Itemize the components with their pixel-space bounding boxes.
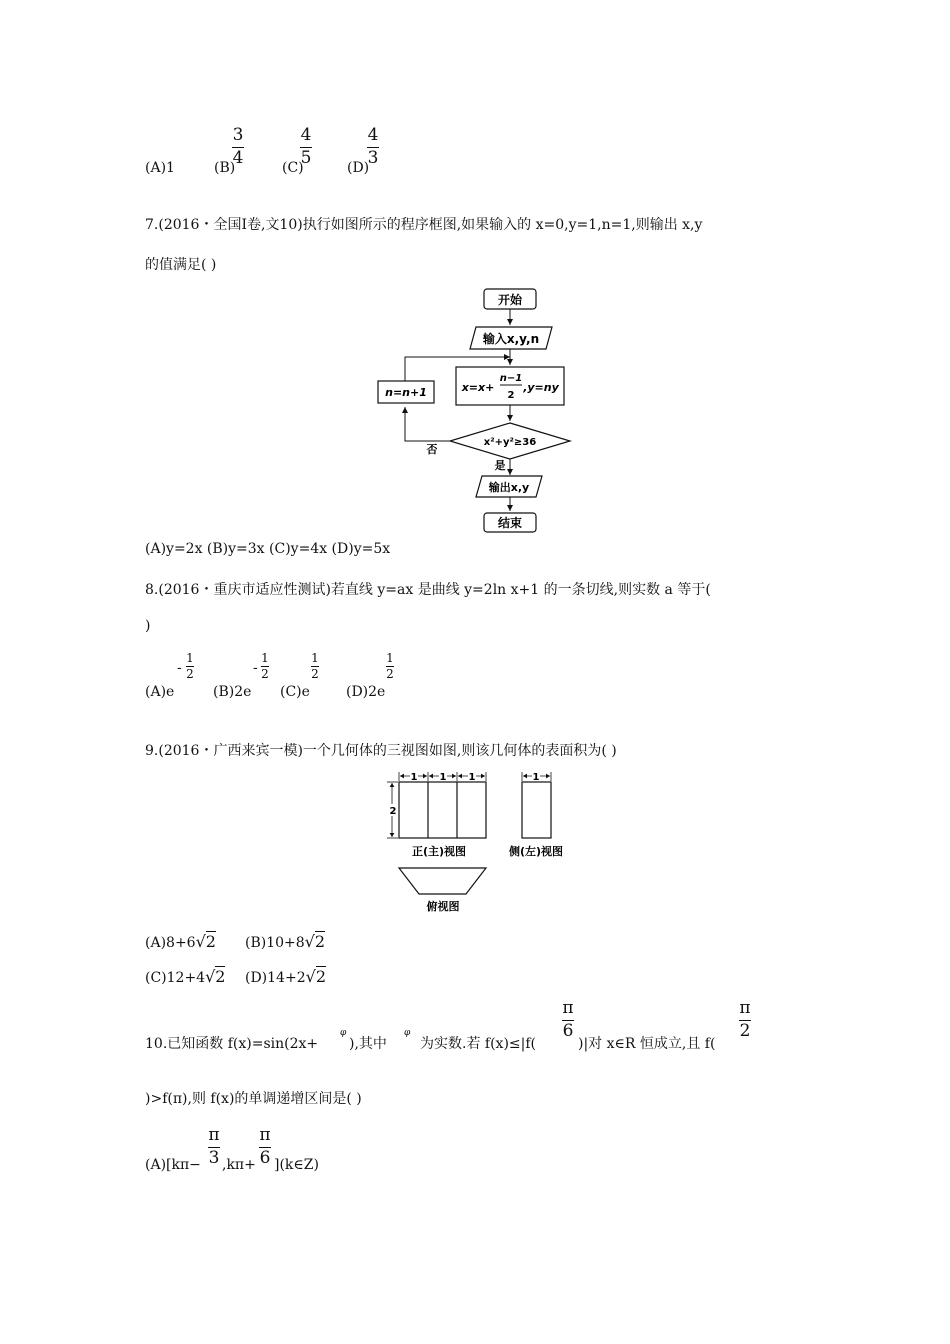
q10-stem-line2: )>f(π),则 f(x)的单调递增区间是( ) bbox=[145, 1091, 362, 1107]
q6-option-b: (B) bbox=[214, 160, 236, 176]
q6-option-d: (D) bbox=[347, 160, 370, 176]
q8-exp-b: 1 2 bbox=[261, 651, 269, 681]
q10-fraction-pi-6: π 6 bbox=[562, 998, 574, 1041]
q8-stem-line2: ) bbox=[145, 618, 151, 634]
q10-stem-line1-a: 10.已知函数 f(x)=sin(2x+ bbox=[145, 1036, 319, 1052]
q10-option-a-part3: ](k∈Z) bbox=[274, 1157, 319, 1173]
q6-fraction-c: 4 5 bbox=[300, 125, 312, 168]
q6-option-c: (C) bbox=[282, 160, 304, 176]
q8-option-a: (A)e bbox=[145, 684, 175, 700]
top-view-trapezoid bbox=[399, 868, 486, 894]
q8-exp-d: 1 2 bbox=[386, 651, 394, 681]
dim-front-1b: 1 bbox=[439, 772, 447, 783]
dim-front-1a: 1 bbox=[410, 772, 418, 783]
q7-flowchart bbox=[370, 285, 580, 535]
q10-stem-line1-c: 为实数.若 f(x)≤|f( bbox=[420, 1036, 536, 1052]
q7-stem-line1: 7.(2016・全国Ⅰ卷,文10)执行如图所示的程序框图,如果输入的 x=0,y=1,n=1,则输出 x,y bbox=[145, 217, 703, 233]
q8-exp-c: 1 2 bbox=[311, 651, 319, 681]
q10-phi-1: φ bbox=[340, 1028, 347, 1038]
q6-option-a: (A)1 bbox=[145, 160, 175, 176]
flow-assign-den: 2 bbox=[507, 390, 515, 401]
flow-end-text: 结束 bbox=[497, 516, 523, 530]
flow-update-n-text: n=n+1 bbox=[385, 386, 427, 399]
q9-option-c: (C)12+4√2 bbox=[145, 967, 226, 986]
q8-exp-a: 1 2 bbox=[186, 651, 194, 681]
flow-yes-label: 是 bbox=[494, 459, 506, 472]
q6-fraction-b: 3 4 bbox=[232, 125, 244, 168]
top-view-label: 俯视图 bbox=[426, 900, 460, 913]
q10-phi-2: φ bbox=[404, 1028, 411, 1038]
q9-three-views bbox=[383, 768, 573, 916]
q9-option-d: (D)14+2√2 bbox=[245, 967, 326, 986]
q9-option-a: (A)8+6√2 bbox=[145, 932, 216, 951]
q10-option-a-part1: (A)[kπ− bbox=[145, 1157, 201, 1173]
q9-stem: 9.(2016・广西来宾一模)一个几何体的三视图如图,则该几何体的表面积为( ) bbox=[145, 743, 617, 759]
q8-option-c: (C)e bbox=[280, 684, 310, 700]
front-view-rect bbox=[399, 782, 486, 838]
flow-assign-num: n−1 bbox=[499, 373, 523, 384]
dim-side-1: 1 bbox=[532, 772, 540, 783]
q10-fraction-pi-6b: π 6 bbox=[259, 1125, 271, 1168]
q10-option-a-part2: ,kπ+ bbox=[222, 1157, 256, 1173]
flow-input-text: 输入x,y,n bbox=[482, 332, 540, 346]
flow-condition-text: x²+y²≥36 bbox=[483, 437, 537, 448]
q8-exp-a-minus: - bbox=[177, 660, 182, 676]
dim-front-2: 2 bbox=[389, 806, 397, 817]
q7-stem-line2: 的值满足( ) bbox=[145, 257, 217, 273]
side-view-label: 侧(左)视图 bbox=[508, 845, 564, 858]
q10-fraction-pi-3: π 3 bbox=[208, 1125, 220, 1168]
q8-exp-b-minus: - bbox=[253, 660, 258, 676]
q8-stem-line1: 8.(2016・重庆市适应性测试)若直线 y=ax 是曲线 y=2ln x+1 的一条切线,则实数 a 等于( bbox=[145, 582, 711, 598]
q8-option-d: (D)2e bbox=[346, 684, 386, 700]
q9-option-b: (B)10+8√2 bbox=[245, 932, 326, 951]
q7-options: (A)y=2x (B)y=3x (C)y=4x (D)y=5x bbox=[145, 541, 391, 557]
q10-stem-line1-b: ),其中 bbox=[349, 1036, 387, 1052]
flow-output-text: 输出x,y bbox=[488, 481, 530, 494]
dim-front-1c: 1 bbox=[468, 772, 476, 783]
flow-no-label: 否 bbox=[426, 443, 438, 456]
q8-option-b: (B)2e bbox=[213, 684, 252, 700]
side-view-rect bbox=[522, 782, 551, 838]
q6-fraction-d: 4 3 bbox=[367, 125, 379, 168]
flow-start-text: 开始 bbox=[497, 293, 523, 307]
flow-assign-left: x=x+ bbox=[461, 381, 495, 394]
front-view-label: 正(主)视图 bbox=[411, 845, 467, 858]
flow-assign-right: ,y=ny bbox=[523, 381, 559, 394]
q10-fraction-pi-2: π 2 bbox=[739, 998, 751, 1041]
q10-stem-line1-d: )|对 x∈R 恒成立,且 f( bbox=[578, 1036, 716, 1052]
